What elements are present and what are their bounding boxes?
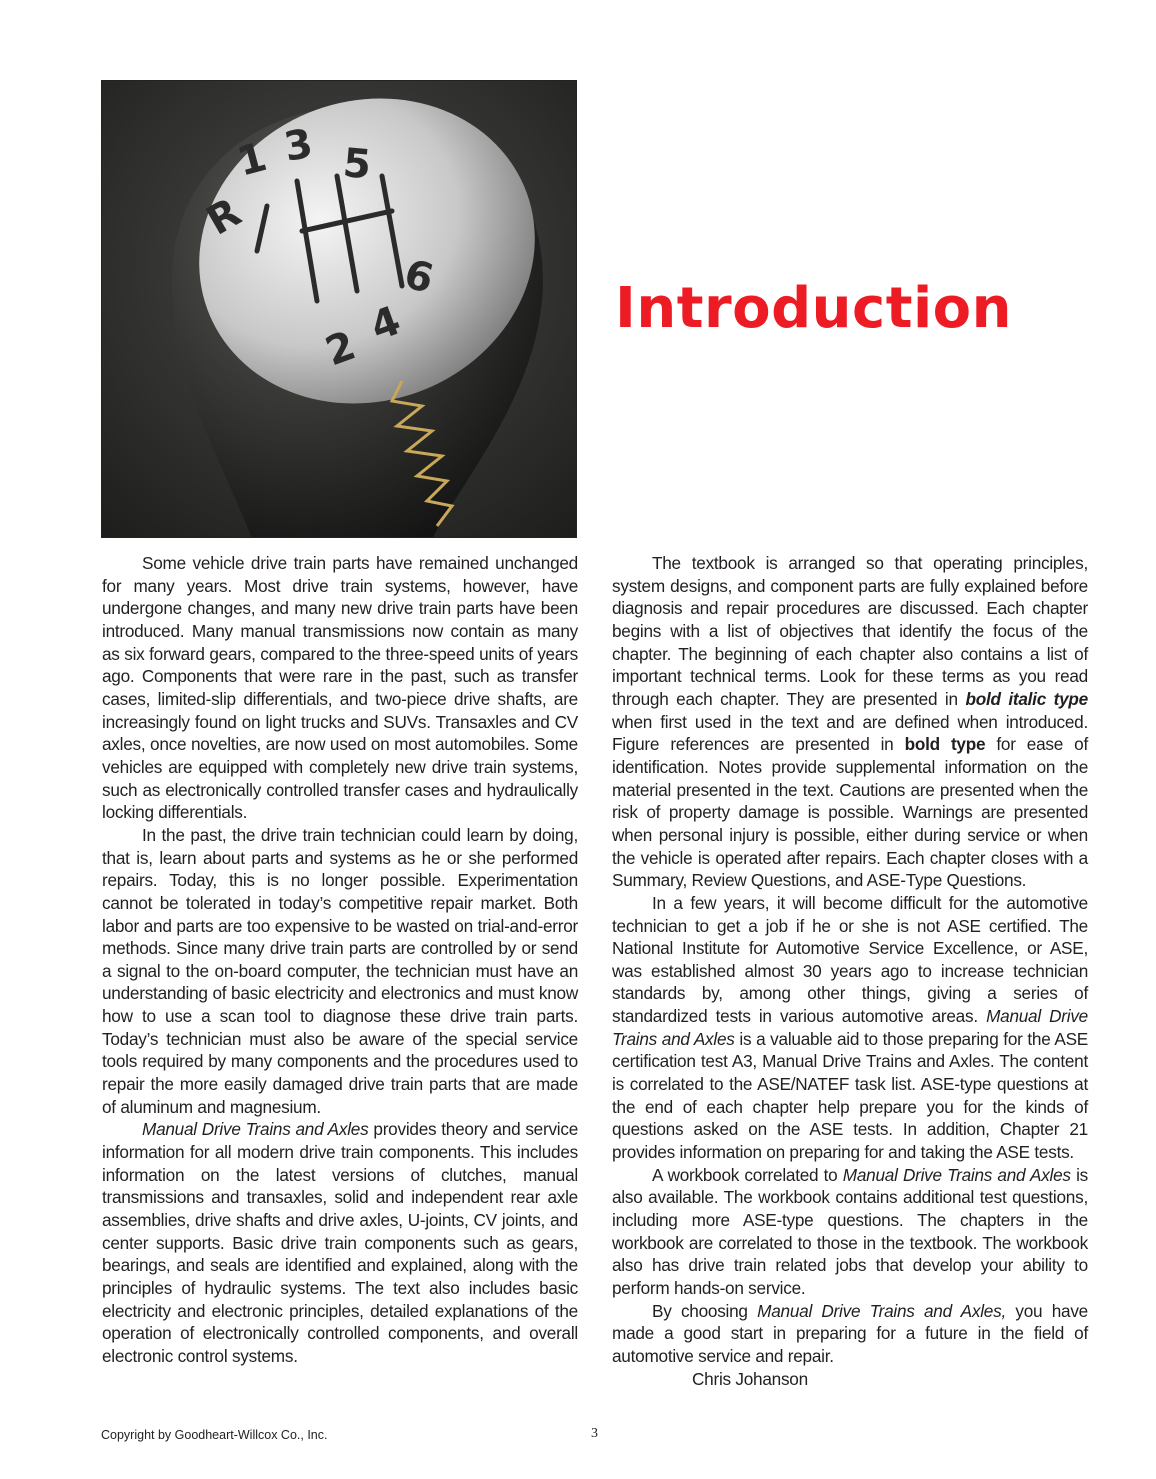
- body-paragraph: [612, 552, 1088, 892]
- body-paragraph: [102, 824, 578, 1119]
- gear-label: R: [199, 189, 249, 245]
- paragraph-text: when first used in the text and are defined when introduced. Figure references are presented in: [612, 711, 1088, 755]
- gear-label: 6: [399, 251, 439, 303]
- paragraph-text: is a valuable aid to those preparing for the ASE certification test A3, Manual Drive Trains and Axles. The content is correlated to the ASE/NATEF task list. ASE-type questions at the end of each chapter help prepare you for the kinds of questions asked on the ASE tests. In addition, Chapter 21 provides information on preparing for and taking the ASE tests.: [612, 1028, 1089, 1163]
- gear-shift-knob-photo: [101, 80, 577, 538]
- gear-label: 3: [280, 120, 317, 171]
- right-text-column: [612, 552, 1088, 1390]
- gear-label: 4: [364, 297, 407, 351]
- copyright-footer: Copyright by Goodheart-Willcox Co., Inc.: [101, 1428, 328, 1442]
- page-title: Introduction: [615, 276, 1013, 341]
- emphasized-text: Manual Drive Trains and Axles: [612, 1006, 1088, 1049]
- paragraph-text: A workbook correlated to: [652, 1164, 843, 1185]
- left-text-column: [102, 552, 578, 1368]
- gear-label: 1: [232, 134, 272, 186]
- emphasized-text: Manual Drive Trains and Axles,: [757, 1300, 1006, 1321]
- page-number: 3: [591, 1426, 598, 1441]
- paragraph-text: is also available. The workbook contains additional test questions, including more ASE-type questions. The chapters in the workbook are correlated to those in the textbook. The workbook also has drive train related jobs that develop your ability to perform hands-on service.: [612, 1164, 1088, 1298]
- body-paragraph: [612, 1300, 1088, 1368]
- paragraph-text: In the past, the drive train technician could learn by doing, that is, learn about parts and systems as he or she performed repairs. Today, this is no longer possible. Experimentation cannot be tolerated in today’s competitive repair market. Both labor and parts are too expensive to be wasted on trial-and-error methods. Since many drive train parts are controlled by or send a signal to the on-board computer, the technician must have an understanding of basic electricity and electronics and must know how to use a scan tool to diagnose these drive train parts. Today’s technician must also be aware of the special service tools required by many components and the procedures used to repair the more easily damaged drive train parts that are made of aluminum and magnesium.: [102, 824, 578, 1117]
- emphasized-text: Manual Drive Trains and Axles: [142, 1119, 369, 1140]
- emphasized-text: bold type: [904, 734, 986, 755]
- gear-label: 2: [319, 322, 362, 376]
- body-paragraph: [102, 1118, 578, 1367]
- gear-label: 5: [341, 140, 373, 189]
- paragraph-text: provides theory and service information for all modern drive train components. This includes information on the latest versions of clutches, manual transmissions and transaxles, solid and independent rear axle assemblies, drive shafts and drive axles, U-joints, CV joints, and center supports. Basic drive train components such as gears, bearings, and seals are identified and explained, along with the principles of hydraulic systems. The text also includes basic electricity and electronic principles, detailed explanations of the operation of electronically controlled components, and overall electronic control systems.: [102, 1119, 579, 1366]
- body-paragraph: [102, 552, 578, 824]
- paragraph-text: for ease of identification. Notes provide supplemental information on the material presented in the text. Cautions are presented when the risk of property damage is possible. Warnings are presented when personal injury is possible, either during service or when the vehicle is operated after repairs. Each chapter closes with a Summary, Review Questions, and ASE-Type Questions.: [612, 734, 1088, 891]
- body-paragraph: [612, 1164, 1088, 1300]
- emphasized-text: bold italic type: [965, 688, 1088, 709]
- paragraph-text: you have made a good start in preparing for a future in the field of automotive service and repair.: [612, 1300, 1088, 1366]
- emphasized-text: Manual Drive Trains and Axles: [842, 1164, 1071, 1185]
- author-signature: Chris Johanson: [692, 1368, 808, 1389]
- paragraph-text: In a few years, it will become difficult for the automotive technician to get a job if he or she is not ASE certified. The National Institute for Automotive Service Excellence, or ASE, was established almost 30 years ago to increase technician standards by, among other things, giving a series of standardized tests in various automotive areas.: [612, 892, 1088, 1027]
- paragraph-text: The textbook is arranged so that operating principles, system designs, and component parts are fully explained before diagnosis and repair procedures are discussed. Each chapter begins with a list of objectives that identify the focus of the chapter. The beginning of each chapter also contains a list of important technical terms. Look for these terms as you read through each chapter. They are presented in: [612, 553, 1088, 709]
- paragraph-text: Some vehicle drive train parts have remained unchanged for many years. Most drive train systems, however, have undergone changes, and many new drive train parts have been introduced. Many manual transmissions now contain as many as six forward gears, compared to the three-speed units of years ago. Components that were rare in the past, such as transfer cases, limited-slip differentials, and two-piece drive shafts, are increasingly found on light trucks and SUVs. Transaxles and CV axles, once novelties, are now used on most automobiles. Some vehicles are equipped with completely new drive train systems, such as electronically controlled transfer cases and hydraulically locking differentials.: [102, 553, 578, 823]
- paragraph-text: By choosing: [652, 1300, 758, 1321]
- body-paragraph: [612, 892, 1088, 1164]
